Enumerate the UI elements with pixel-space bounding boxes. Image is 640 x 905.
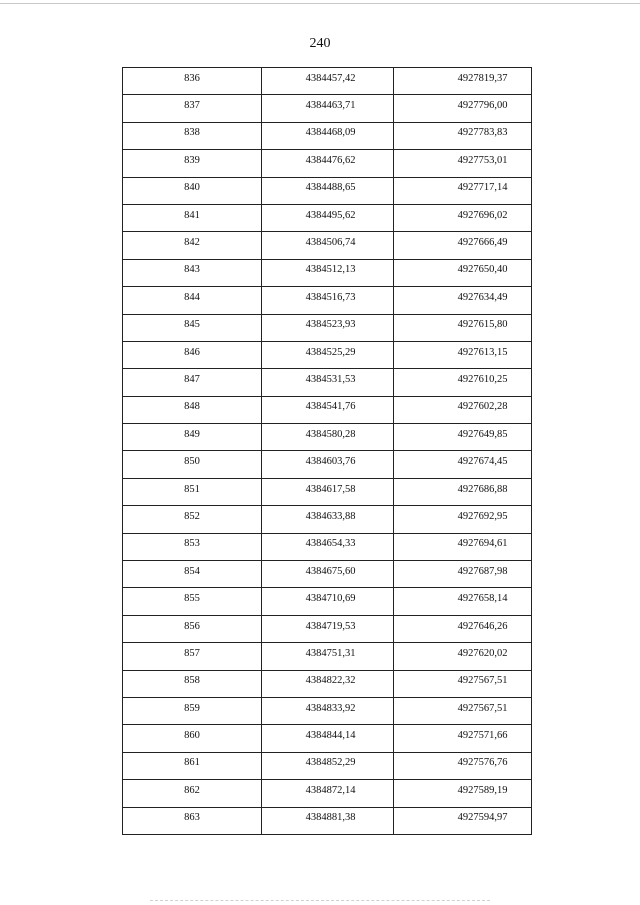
x-coordinate-cell-value: 4384523,93 xyxy=(305,319,356,331)
y-coordinate-cell xyxy=(394,697,532,724)
x-coordinate-cell-value: 4384654,33 xyxy=(305,538,356,550)
y-coordinate-cell-value: 4927615,80 xyxy=(457,319,508,331)
x-coordinate-cell-value: 4384675,60 xyxy=(305,565,356,577)
y-coordinate-cell-value: 4927649,85 xyxy=(457,428,508,440)
y-coordinate-cell-value: 4927658,14 xyxy=(457,593,508,605)
x-coordinate-cell xyxy=(262,697,394,724)
x-coordinate-cell-value: 4384541,76 xyxy=(305,401,356,413)
table-row xyxy=(123,341,532,368)
x-coordinate-cell xyxy=(262,451,394,478)
x-coordinate-cell xyxy=(262,807,394,834)
point-number-cell xyxy=(123,615,262,642)
x-coordinate-cell-value: 4384603,76 xyxy=(305,456,356,468)
point-number-cell-value: 859 xyxy=(184,702,200,714)
y-coordinate-cell xyxy=(394,341,532,368)
y-coordinate-cell xyxy=(394,615,532,642)
y-coordinate-cell-value: 4927694,61 xyxy=(457,538,508,550)
x-coordinate-cell xyxy=(262,752,394,779)
coordinates-table-body xyxy=(123,68,532,835)
x-coordinate-cell-value: 4384531,53 xyxy=(305,373,356,385)
y-coordinate-cell xyxy=(394,643,532,670)
x-coordinate-cell xyxy=(262,643,394,670)
point-number-cell xyxy=(123,697,262,724)
x-coordinate-cell-value: 4384633,88 xyxy=(305,510,356,522)
table-row xyxy=(123,95,532,122)
table-row xyxy=(123,533,532,560)
y-coordinate-cell xyxy=(394,369,532,396)
y-coordinate-cell-value: 4927783,83 xyxy=(457,127,508,139)
point-number-cell xyxy=(123,232,262,259)
y-coordinate-cell-value: 4927613,15 xyxy=(457,346,508,358)
point-number-cell-value: 851 xyxy=(184,483,200,495)
table-row xyxy=(123,780,532,807)
x-coordinate-cell xyxy=(262,150,394,177)
x-coordinate-cell xyxy=(262,670,394,697)
point-number-cell xyxy=(123,396,262,423)
y-coordinate-cell xyxy=(394,451,532,478)
table-row xyxy=(123,314,532,341)
x-coordinate-cell xyxy=(262,424,394,451)
point-number-cell xyxy=(123,533,262,560)
point-number-cell xyxy=(123,807,262,834)
x-coordinate-cell-value: 4384476,62 xyxy=(305,154,356,166)
point-number-cell-value: 844 xyxy=(184,291,200,303)
point-number-cell-value: 846 xyxy=(184,346,200,358)
table-row xyxy=(123,478,532,505)
y-coordinate-cell-value: 4927717,14 xyxy=(457,182,508,194)
table-row xyxy=(123,588,532,615)
y-coordinate-cell xyxy=(394,122,532,149)
y-coordinate-cell xyxy=(394,670,532,697)
table-row xyxy=(123,643,532,670)
x-coordinate-cell xyxy=(262,204,394,231)
x-coordinate-cell-value: 4384580,28 xyxy=(305,428,356,440)
point-number-cell xyxy=(123,122,262,149)
y-coordinate-cell-value: 4927646,26 xyxy=(457,620,508,632)
point-number-cell xyxy=(123,314,262,341)
y-coordinate-cell-value: 4927567,51 xyxy=(457,702,508,714)
y-coordinate-cell xyxy=(394,533,532,560)
table-row xyxy=(123,424,532,451)
x-coordinate-cell-value: 4384881,38 xyxy=(305,812,356,824)
y-coordinate-cell xyxy=(394,287,532,314)
x-coordinate-cell xyxy=(262,259,394,286)
y-coordinate-cell xyxy=(394,588,532,615)
point-number-cell-value: 836 xyxy=(184,72,200,84)
point-number-cell-value: 855 xyxy=(184,593,200,605)
point-number-cell-value: 850 xyxy=(184,456,200,468)
x-coordinate-cell xyxy=(262,95,394,122)
y-coordinate-cell-value: 4927567,51 xyxy=(457,675,508,687)
x-coordinate-cell-value: 4384719,53 xyxy=(305,620,356,632)
y-coordinate-cell xyxy=(394,478,532,505)
table-row xyxy=(123,615,532,642)
point-number-cell xyxy=(123,259,262,286)
y-coordinate-cell xyxy=(394,204,532,231)
table-row xyxy=(123,396,532,423)
y-coordinate-cell xyxy=(394,780,532,807)
x-coordinate-cell-value: 4384833,92 xyxy=(305,702,356,714)
table-row xyxy=(123,369,532,396)
table-row xyxy=(123,725,532,752)
x-coordinate-cell xyxy=(262,287,394,314)
x-coordinate-cell xyxy=(262,396,394,423)
y-coordinate-cell-value: 4927576,76 xyxy=(457,757,508,769)
point-number-cell xyxy=(123,451,262,478)
point-number-cell xyxy=(123,150,262,177)
y-coordinate-cell xyxy=(394,177,532,204)
table-row xyxy=(123,561,532,588)
y-coordinate-cell xyxy=(394,424,532,451)
point-number-cell-value: 858 xyxy=(184,675,200,687)
y-coordinate-cell xyxy=(394,314,532,341)
coordinates-table xyxy=(122,67,532,835)
point-number-cell-value: 863 xyxy=(184,812,200,824)
y-coordinate-cell-value: 4927620,02 xyxy=(457,647,508,659)
table-row xyxy=(123,697,532,724)
table-row xyxy=(123,150,532,177)
table-row xyxy=(123,68,532,95)
x-coordinate-cell xyxy=(262,369,394,396)
y-coordinate-cell xyxy=(394,68,532,95)
point-number-cell-value: 849 xyxy=(184,428,200,440)
y-coordinate-cell-value: 4927594,97 xyxy=(457,812,508,824)
point-number-cell xyxy=(123,643,262,670)
table-row xyxy=(123,232,532,259)
table-row xyxy=(123,204,532,231)
y-coordinate-cell xyxy=(394,95,532,122)
table-row xyxy=(123,287,532,314)
point-number-cell-value: 841 xyxy=(184,209,200,221)
y-coordinate-cell xyxy=(394,259,532,286)
y-coordinate-cell-value: 4927666,49 xyxy=(457,237,508,249)
point-number-cell xyxy=(123,204,262,231)
point-number-cell-value: 861 xyxy=(184,757,200,769)
point-number-cell xyxy=(123,478,262,505)
point-number-cell-value: 843 xyxy=(184,264,200,276)
point-number-cell xyxy=(123,95,262,122)
point-number-cell-value: 845 xyxy=(184,319,200,331)
x-coordinate-cell xyxy=(262,232,394,259)
y-coordinate-cell-value: 4927610,25 xyxy=(457,373,508,385)
x-coordinate-cell xyxy=(262,533,394,560)
y-coordinate-cell-value: 4927602,28 xyxy=(457,401,508,413)
y-coordinate-cell-value: 4927687,98 xyxy=(457,565,508,577)
point-number-cell-value: 838 xyxy=(184,127,200,139)
point-number-cell xyxy=(123,752,262,779)
y-coordinate-cell xyxy=(394,232,532,259)
page-top-edge xyxy=(0,3,640,4)
x-coordinate-cell-value: 4384822,32 xyxy=(305,675,356,687)
x-coordinate-cell xyxy=(262,615,394,642)
x-coordinate-cell xyxy=(262,341,394,368)
y-coordinate-cell-value: 4927634,49 xyxy=(457,291,508,303)
x-coordinate-cell-value: 4384506,74 xyxy=(305,237,356,249)
x-coordinate-cell-value: 4384617,58 xyxy=(305,483,356,495)
y-coordinate-cell-value: 4927686,88 xyxy=(457,483,508,495)
point-number-cell xyxy=(123,506,262,533)
point-number-cell-value: 857 xyxy=(184,647,200,659)
y-coordinate-cell xyxy=(394,807,532,834)
point-number-cell-value: 847 xyxy=(184,373,200,385)
x-coordinate-cell-value: 4384488,65 xyxy=(305,182,356,194)
x-coordinate-cell xyxy=(262,177,394,204)
y-coordinate-cell-value: 4927571,66 xyxy=(457,730,508,742)
point-number-cell xyxy=(123,780,262,807)
point-number-cell-value: 839 xyxy=(184,154,200,166)
point-number-cell xyxy=(123,287,262,314)
point-number-cell-value: 860 xyxy=(184,730,200,742)
table-row xyxy=(123,451,532,478)
y-coordinate-cell-value: 4927819,37 xyxy=(457,72,508,84)
x-coordinate-cell-value: 4384852,29 xyxy=(305,757,356,769)
x-coordinate-cell xyxy=(262,506,394,533)
point-number-cell xyxy=(123,341,262,368)
y-coordinate-cell-value: 4927650,40 xyxy=(457,264,508,276)
table-row xyxy=(123,259,532,286)
table-row xyxy=(123,506,532,533)
point-number-cell xyxy=(123,588,262,615)
x-coordinate-cell xyxy=(262,478,394,505)
point-number-cell-value: 842 xyxy=(184,237,200,249)
point-number-cell xyxy=(123,369,262,396)
table-row xyxy=(123,122,532,149)
x-coordinate-cell xyxy=(262,122,394,149)
y-coordinate-cell xyxy=(394,561,532,588)
y-coordinate-cell-value: 4927589,19 xyxy=(457,784,508,796)
page-number: 240 xyxy=(309,36,331,51)
x-coordinate-cell-value: 4384463,71 xyxy=(305,100,356,112)
y-coordinate-cell-value: 4927753,01 xyxy=(457,154,508,166)
x-coordinate-cell xyxy=(262,780,394,807)
x-coordinate-cell-value: 4384468,09 xyxy=(305,127,356,139)
coordinates-table-wrapper xyxy=(122,67,532,835)
x-coordinate-cell xyxy=(262,725,394,752)
y-coordinate-cell-value: 4927796,00 xyxy=(457,100,508,112)
x-coordinate-cell-value: 4384751,31 xyxy=(305,647,356,659)
x-coordinate-cell-value: 4384512,13 xyxy=(305,264,356,276)
table-row xyxy=(123,752,532,779)
table-row xyxy=(123,807,532,834)
y-coordinate-cell xyxy=(394,396,532,423)
point-number-cell-value: 853 xyxy=(184,538,200,550)
point-number-cell-value: 848 xyxy=(184,401,200,413)
x-coordinate-cell-value: 4384457,42 xyxy=(305,72,356,84)
x-coordinate-cell-value: 4384844,14 xyxy=(305,730,356,742)
table-row xyxy=(123,177,532,204)
y-coordinate-cell-value: 4927674,45 xyxy=(457,456,508,468)
x-coordinate-cell xyxy=(262,588,394,615)
point-number-cell-value: 854 xyxy=(184,565,200,577)
point-number-cell xyxy=(123,68,262,95)
y-coordinate-cell xyxy=(394,752,532,779)
point-number-cell xyxy=(123,725,262,752)
point-number-cell xyxy=(123,424,262,451)
page-bottom-edge xyxy=(150,900,490,901)
point-number-cell xyxy=(123,177,262,204)
x-coordinate-cell xyxy=(262,68,394,95)
x-coordinate-cell xyxy=(262,561,394,588)
point-number-cell-value: 840 xyxy=(184,182,200,194)
point-number-cell-value: 856 xyxy=(184,620,200,632)
point-number-cell xyxy=(123,670,262,697)
y-coordinate-cell xyxy=(394,150,532,177)
y-coordinate-cell-value: 4927692,95 xyxy=(457,510,508,522)
point-number-cell-value: 862 xyxy=(184,784,200,796)
x-coordinate-cell-value: 4384525,29 xyxy=(305,346,356,358)
y-coordinate-cell xyxy=(394,725,532,752)
y-coordinate-cell-value: 4927696,02 xyxy=(457,209,508,221)
table-row xyxy=(123,670,532,697)
y-coordinate-cell xyxy=(394,506,532,533)
x-coordinate-cell-value: 4384516,73 xyxy=(305,291,356,303)
x-coordinate-cell-value: 4384872,14 xyxy=(305,784,356,796)
point-number-cell xyxy=(123,561,262,588)
x-coordinate-cell xyxy=(262,314,394,341)
x-coordinate-cell-value: 4384710,69 xyxy=(305,593,356,605)
point-number-cell-value: 837 xyxy=(184,100,200,112)
point-number-cell-value: 852 xyxy=(184,510,200,522)
x-coordinate-cell-value: 4384495,62 xyxy=(305,209,356,221)
